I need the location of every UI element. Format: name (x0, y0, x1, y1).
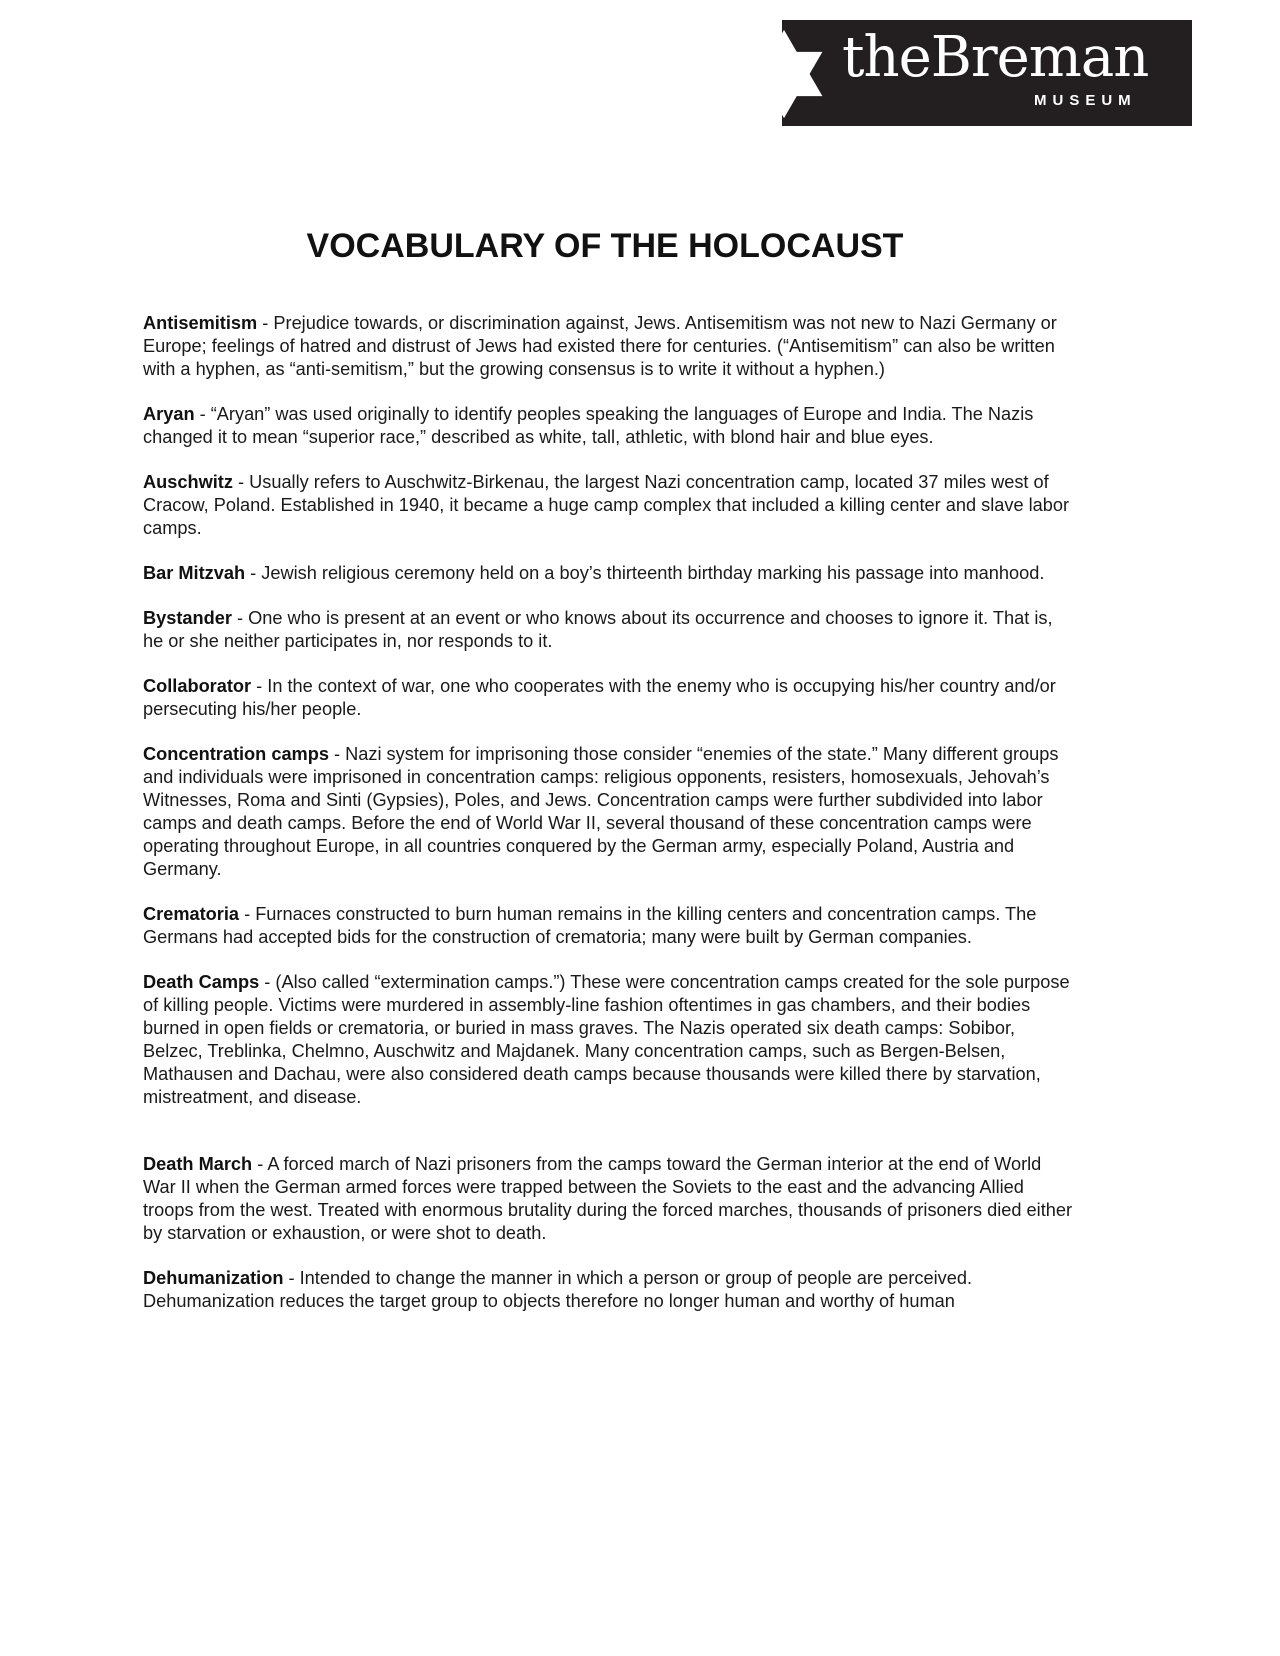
vocabulary-entry (143, 562, 1073, 585)
logo-subtitle: MUSEUM (1034, 92, 1137, 109)
vocabulary-definition: - Prejudice towards, or discrimination against, Jews. Antisemitism was not new to Nazi Germany or Europe; feelings of hatred and distrust of Jews had existed there for centuries. (“Antisemitism” can also be written with a hyphen, as “anti-semitism,” but the growing consensus is to write it without a hyphen.) (143, 313, 1057, 379)
vocabulary-entry (143, 903, 1073, 949)
vocabulary-term: Collaborator (143, 676, 252, 696)
vocabulary-definition: - Usually refers to Auschwitz-Birkenau, the largest Nazi concentration camp, located 37 miles west of Cracow, Poland. Established in 1940, it became a huge camp complex that included a killing center and slave labor camps. (143, 472, 1070, 538)
vocabulary-definition: - Nazi system for imprisoning those consider “enemies of the state.” Many different groups and individuals were imprisoned in concentration camps: religious opponents, resisters, homosexuals, Jehovah’s Witnesses, Roma and Sinti (Gypsies), Poles, and Jews. Concentration camps were further subdivided into labor camps and death camps. Before the end of World War II, several thousand of these concentration camps were operating throughout Europe, in all countries conquered by the German army, especially Poland, Austria and Germany. (143, 744, 1059, 879)
vocabulary-definition: - A forced march of Nazi prisoners from the camps toward the German interior at the end of World War II when the German armed forces were trapped between the Soviets to the east and the advancing Allied troops from the west. Treated with enormous brutality during the forced marches, thousands of prisoners died either by starvation or exhaustion, or were shot to death. (143, 1154, 1073, 1243)
vocabulary-definition: - Intended to change the manner in which a person or group of people are perceived. Dehumanization reduces the target group to objects therefore no longer human and worthy of human (143, 1268, 973, 1311)
vocabulary-term: Concentration camps (143, 744, 329, 764)
page-title: VOCABULARY OF THE HOLOCAUST (306, 227, 904, 265)
vocabulary-term: Dehumanization (143, 1268, 284, 1288)
vocabulary-list (143, 312, 1073, 1335)
vocabulary-entry (143, 675, 1073, 721)
vocabulary-term: Antisemitism (143, 313, 258, 333)
vocabulary-entry (143, 403, 1073, 449)
vocabulary-definition: - (Also called “extermination camps.”) These were concentration camps created for the sole purpose of killing people. Victims were murdered in assembly-line fashion oftentimes in gas chambers, and their bodies burned in open fields or crematoria, or buried in mass graves. The Nazis operated six death camps: Sobibor, Belzec, Treblinka, Chelmno, Auschwitz and Majdanek. Many concentration camps, such as Bergen-Belsen, Mathausen and Dachau, were also considered death camps because thousands were killed there by starvation, mistreatment, and disease. (143, 972, 1070, 1107)
vocabulary-definition: - Furnaces constructed to burn human remains in the killing centers and concentration camps. The Germans had accepted bids for the construction of crematoria; many were built by German companies. (143, 904, 1037, 947)
vocabulary-term: Auschwitz (143, 472, 233, 492)
vocabulary-term: Bar Mitzvah (143, 563, 246, 583)
vocabulary-definition: - “Aryan” was used originally to identify peoples speaking the languages of Europe and India. The Nazis changed it to mean “superior race,” described as white, tall, athletic, with blond hair and blue eyes. (143, 404, 1034, 447)
vocabulary-definition: - One who is present at an event or who knows about its occurrence and chooses to ignore it. That is, he or she neither participates in, nor responds to it. (143, 608, 1053, 651)
star-of-david-icon (736, 26, 832, 122)
vocabulary-entry (143, 607, 1073, 653)
logo-name: theBreman (842, 25, 1149, 90)
vocabulary-term: Aryan (143, 404, 195, 424)
vocabulary-entry (143, 743, 1073, 881)
vocabulary-term: Crematoria (143, 904, 240, 924)
vocabulary-term: Death Camps (143, 972, 260, 992)
vocabulary-entry (143, 1153, 1073, 1245)
museum-logo (782, 20, 1192, 126)
vocabulary-entry (143, 312, 1073, 381)
vocabulary-term: Death March (143, 1154, 253, 1174)
vocabulary-term: Bystander (143, 608, 232, 628)
vocabulary-entry (143, 971, 1073, 1109)
vocabulary-entry (143, 471, 1073, 540)
vocabulary-entry (143, 1267, 1073, 1313)
vocabulary-definition: - In the context of war, one who cooperates with the enemy who is occupying his/her country and/or persecuting his/her people. (143, 676, 1056, 719)
vocabulary-definition: - Jewish religious ceremony held on a boy’s thirteenth birthday marking his passage into manhood. (245, 563, 1045, 583)
